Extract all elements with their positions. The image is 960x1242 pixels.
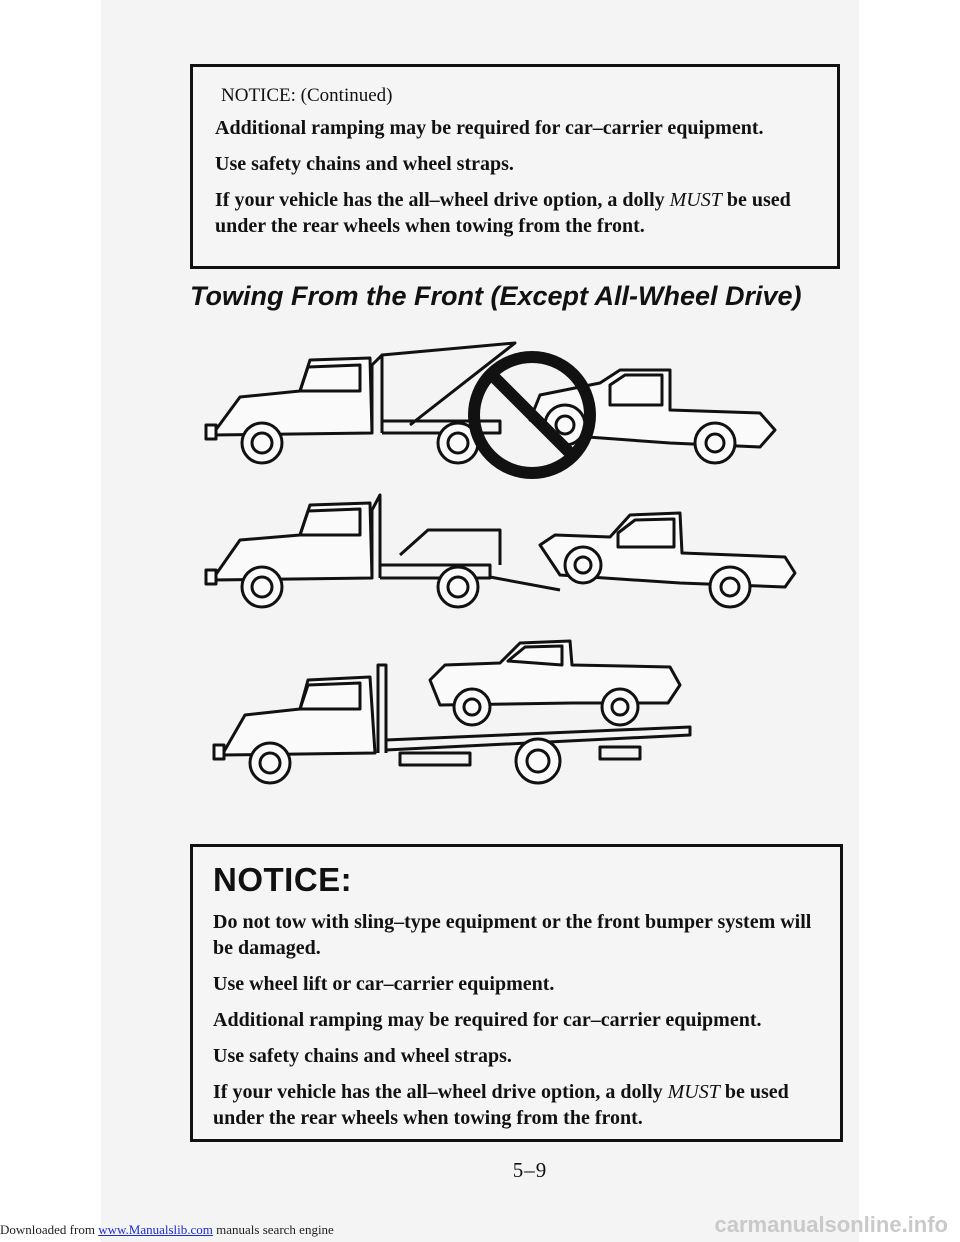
notice-awd: If your vehicle has the all–wheel drive option, a dolly MUST be used under the rear wheels when towing from the front. (213, 1081, 789, 1129)
section-title: Towing From the Front (Except All-Wheel Drive) (190, 281, 802, 311)
notice-box (190, 844, 843, 1142)
wheel-lift-tow-truck (206, 495, 560, 607)
download-footer: Downloaded from www.Manualslib.com manuals search engine (0, 1222, 334, 1237)
notice-wheel-lift: Use wheel lift or car–carrier equipment. (213, 973, 555, 995)
notice-sling-warning: Do not tow with sling–type equipment or the front bumper system will be damaged. (213, 911, 812, 959)
sling-tow-truck (206, 343, 515, 463)
must-emphasis: MUST (667, 1081, 720, 1103)
notice-continued-label: NOTICE: (Continued) (221, 85, 393, 106)
carried-truck (430, 641, 680, 725)
page-number: 5–9 (512, 1158, 548, 1182)
manualslib-link[interactable]: www.Manualslib.com (98, 1222, 213, 1237)
notice-continued-chains: Use safety chains and wheel straps. (215, 153, 514, 175)
watermark-text: carmanualsonline.info (714, 1212, 948, 1237)
notice-ramping: Additional ramping may be required for car–carrier equipment. (213, 1009, 762, 1031)
notice-heading: NOTICE: (213, 861, 353, 898)
notice-continued-ramping: Additional ramping may be required for car–carrier equipment. (215, 117, 764, 139)
must-emphasis: MUST (669, 189, 722, 211)
notice-continued-awd: If your vehicle has the all–wheel drive option, a dolly MUST be used under the rear wheels when towing from the front. (215, 189, 791, 237)
wheel-lift-towed-truck (540, 513, 795, 607)
towing-illustration (200, 325, 820, 805)
notice-continued-box (190, 64, 840, 269)
notice-chains: Use safety chains and wheel straps. (213, 1045, 512, 1067)
